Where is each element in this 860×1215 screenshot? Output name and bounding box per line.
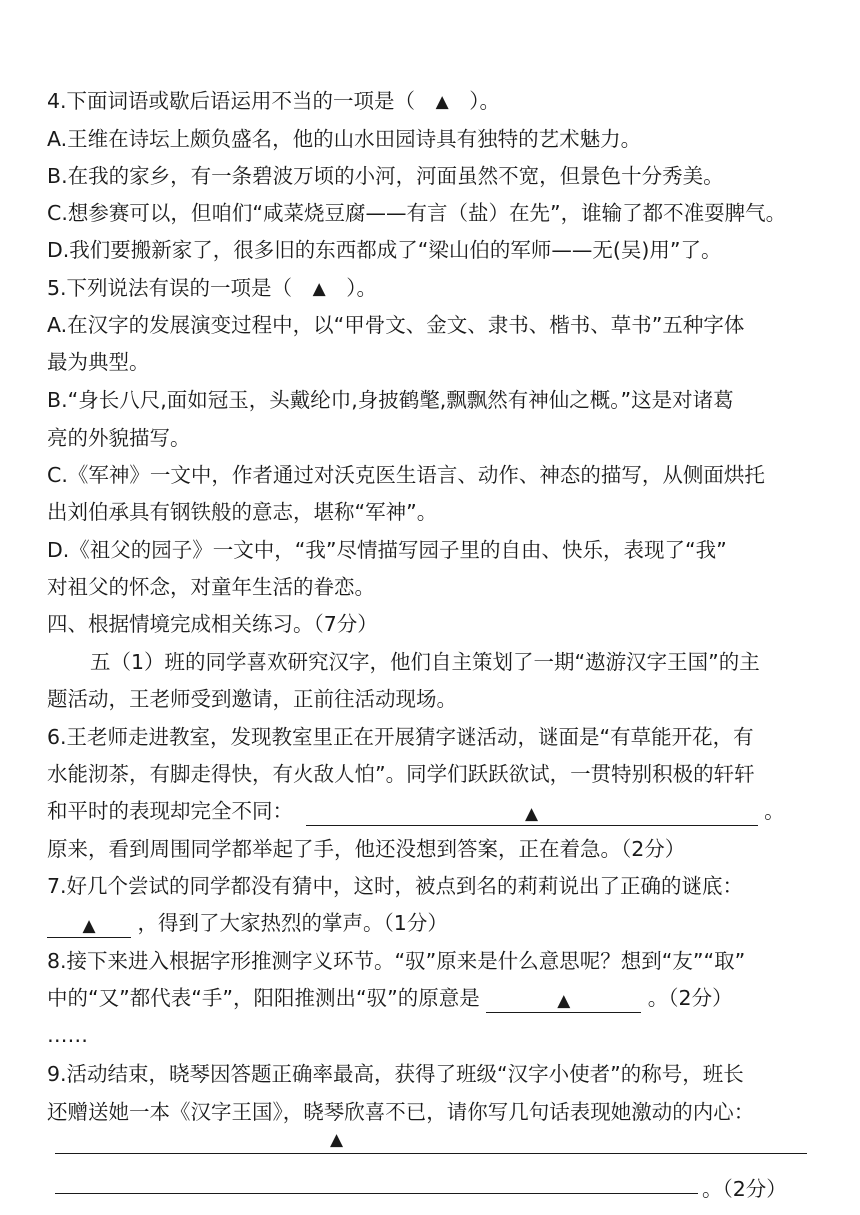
q7-answer-blank[interactable] [47,913,131,938]
q5-stem-end: ）。 [346,276,377,300]
q6-blank-triangle-icon: ▲ [524,804,539,824]
q5-option-c-line1: C.《军神》一文中，作者通过对沃克医生语言、动作、神态的描写，从侧面烘托 [47,463,765,487]
q4-stem-end: ）。 [469,89,500,113]
section-4-heading: 四、根据情境完成相关练习。（7分） [47,612,378,636]
q9-line1: 9.活动结束，晓琴因答题正确率最高，获得了班级“汉字小使者”的称号，班长 [47,1062,744,1086]
q4-option-a: A.王维在诗坛上颇负盛名，他的山水田园诗具有独特的艺术魅力。 [47,127,642,151]
q8-answer-blank[interactable] [486,988,641,1013]
q4-answer-triangle-icon: ▲ [435,92,449,112]
q8-line1: 8.接下来进入根据字形推测字义环节。“驭”原来是什么意思呢？想到“友”“取” [47,949,746,973]
q6-line4: 原来，看到周围同学都举起了手，他还没想到答案，正在着急。（2分） [47,837,686,861]
q7-blank-triangle-icon: ▲ [82,916,96,936]
q5-answer-triangle-icon: ▲ [312,279,326,299]
q5-option-a-line1: A.在汉字的发展演变过程中，以“甲骨文、金文、隶书、楷书、草书”五种字体 [47,313,745,337]
q5-option-a-line2: 最为典型。 [47,350,150,374]
q5-option-c-line2: 出刘伯承具有钢铁般的意志，堪称“军神”。 [47,500,438,524]
q9-points-text: （2分） [722,1177,787,1201]
q8-line2 [47,983,733,1013]
q8-blank-triangle-icon: ▲ [557,991,571,1011]
q5-stem-text: 5.下列说法有误的一项是（ [47,276,293,300]
q4-option-c: C.想参赛可以，但咱们“咸菜烧豆腐——有言（盐）在先”，谁输了都不准耍脾气。 [47,201,787,225]
q5-stem [47,273,377,303]
section-4-intro-line2: 题活动，王老师受到邀请，正前往活动现场。 [47,687,457,711]
q7-line2-suffix: ，得到了大家热烈的掌声。（1分） [137,911,448,935]
q6-line1: 6.王老师走进教室，发现教室里正在开展猜字谜活动，谜面是“有草能开花，有 [47,725,754,749]
q9-answer-line1[interactable] [55,1153,807,1154]
q7-line1: 7.好几个尝试的同学都没有猜中，这时，被点到名的莉莉说出了正确的谜底： [47,874,744,898]
q8-line2-prefix: 中的“又”都代表“手”，阳阳推测出“驭”的原意是 [47,986,480,1010]
q4-stem-text: 4.下面词语或歇后语运用不当的一项是（ [47,89,416,113]
q4-stem [47,86,500,116]
q4-option-d: D.我们要搬新家了，很多旧的东西都成了“梁山伯的军师——无(吴)用”了。 [47,238,722,262]
q9-answer-triangle-icon: ▲ [330,1130,344,1150]
q5-option-b-line1: B.“身长八尺,面如冠玉，头戴纶巾,身披鹤氅,飘飘然有神仙之概。”这是对诸葛 [47,388,734,412]
q9-answer-line2[interactable] [55,1193,698,1194]
q5-option-d-line1: D.《祖父的园子》一文中，“我”尽情描写园子里的自由、快乐，表现了“我” [47,538,727,562]
q9-points [702,1174,787,1204]
q8-ellipsis: …… [47,1023,88,1047]
q8-line2-suffix: 。（2分） [647,986,733,1010]
q6-answer-blank[interactable] [306,801,758,826]
q6-line3 [47,796,785,826]
q5-option-d-line2: 对祖父的怀念，对童年生活的眷恋。 [47,575,375,599]
q5-option-b-line2: 亮的外貌描写。 [47,426,191,450]
q6-line3-prefix: 和平时的表现却完全不同： [47,799,293,823]
q9-end-mark: 。 [702,1177,723,1201]
q7-line2 [47,908,448,938]
section-4-intro-line1: 五（1）班的同学喜欢研究汉字，他们自主策划了一期“遨游汉字王国”的主 [90,650,760,674]
q6-line3-end: 。 [764,799,785,823]
q9-line2: 还赠送她一本《汉字王国》，晓琴欣喜不已，请你写几句话表现她激动的内心： [47,1100,755,1124]
q4-option-b: B.在我的家乡，有一条碧波万顷的小河，河面虽然不宽，但景色十分秀美。 [47,164,724,188]
q6-line2: 水能沏茶，有脚走得快，有火敌人怕”。同学们跃跃欲试，一贯特别积极的轩轩 [47,762,755,786]
